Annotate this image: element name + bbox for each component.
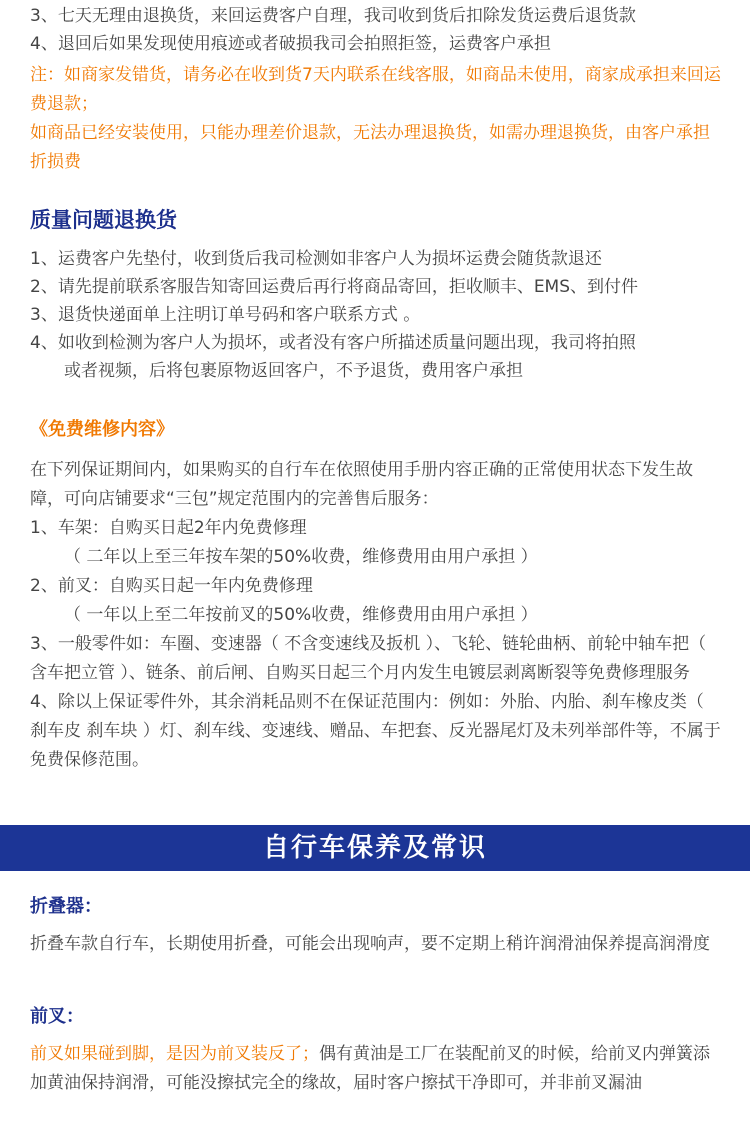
policy-line-3: 3、七天无理由退换货，来回运费客户自理，我司收到货后扣除发货运费后退货款 [30, 6, 636, 26]
fork-section [30, 1003, 725, 1098]
quality-item-3: 3、退货快递面单上注明订单号码和客户联系方式 。 [30, 305, 421, 325]
repair-item-exclusions: 4、除以上保证零件外，其余消耗品则不在保证范围内：例如：外胎、内胎、刹车橡皮类（ 刹车皮 刹车块 ）灯、刹车线、变速线、赠品、车把套、反光器尾灯及未列举部件等，不属于免费保修范围。 [30, 692, 721, 770]
folder-heading: 折叠器： [30, 896, 102, 917]
quality-item-2: 2、请先提前联系客服告知寄回运费后再行将商品寄回，拒收顺丰、EMS、到付件 [30, 277, 639, 297]
return-policy-section [30, 2, 725, 177]
repair-item-frame-note: （ 二年以上至三年按车架的50%收费，维修费用由用户承担 ） [64, 547, 538, 567]
repair-item-fork: 2、前叉：自购买日起一年内免费修理 [30, 576, 313, 596]
quality-item-1: 1、运费客户先垫付，收到货后我司检测如非客户人为损坏运费会随货款退还 [30, 249, 602, 269]
free-repair-heading-wrap [30, 416, 725, 444]
repair-intro: 在下列保证期间内，如果购买的自行车在依照使用手册内容正确的正常使用状态下发生故障，可向店铺要求“三包”规定范围内的完善售后服务： [30, 460, 693, 509]
fork-heading: 前叉： [30, 1006, 84, 1027]
folder-section [30, 893, 725, 959]
folder-text: 折叠车款自行车，长期使用折叠，可能会出现响声，要不定期上稍许润滑油保养提高润滑度 [30, 934, 710, 954]
repair-item-parts: 3、一般零件如：车圈、变速器（ 不含变速线及扳机 ）、飞轮、链轮曲柄、前轮中轴车把（ 含车把立管 ）、链条、前后闸、自购买日起三个月内发生电镀层剥离断裂等免费修理服务 [30, 634, 707, 683]
quality-heading: 质量问题退换货 [30, 208, 177, 232]
fork-highlight: 前叉如果碰到脚，是因为前叉装反了； [30, 1044, 319, 1064]
policy-line-4: 4、退回后如果发现使用痕迹或者破损我司会拍照拒签，运费客户承担 [30, 34, 551, 54]
fork-text: 偶有黄油是工厂在装配前叉的时候，给前叉内弹簧添加黄油保持润滑，可能没擦拭完全的缘故，届时客户擦拭干净即可，并非前叉漏油 [30, 1044, 710, 1093]
free-repair-list [30, 456, 725, 775]
policy-note-installed: 如商品已经安装使用，只能办理差价退款，无法办理退换货，如需办理退换货，由客户承担折损费 [30, 123, 710, 172]
maintenance-banner: 自行车保养及常识 [0, 825, 750, 871]
policy-note-wrong-item: 注：如商家发错货，请务必在收到货7天内联系在线客服，如商品未使用，商家成承担来回运费退款； [30, 65, 721, 114]
quality-return-section [30, 205, 725, 235]
quality-list [30, 245, 725, 385]
quality-item-4-cont: 或者视频，后将包裹原物返回客户，不予退货，费用客户承担 [64, 361, 523, 381]
fork-paragraph [30, 1040, 725, 1098]
free-repair-heading: 《免费维修内容》 [30, 419, 174, 440]
repair-item-frame: 1、车架：自购买日起2年内免费修理 [30, 518, 307, 538]
quality-item-4: 4、如收到检测为客户人为损坏，或者没有客户所描述质量问题出现，我司将拍照 [30, 333, 636, 353]
repair-item-fork-note: （ 一年以上至二年按前叉的50%收费，维修费用由用户承担 ） [64, 605, 538, 625]
